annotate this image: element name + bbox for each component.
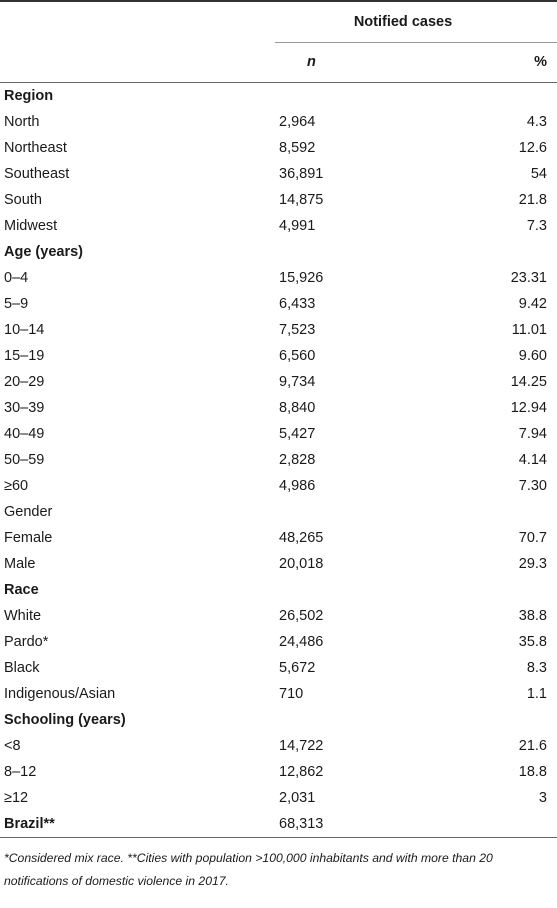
table-row (0, 785, 557, 811)
row-n: 710 (279, 686, 304, 702)
row-pct: 23.31 (510, 270, 547, 286)
table-row (0, 525, 557, 551)
row-pct: 4.3 (526, 114, 547, 130)
row-pct: 7.3 (526, 218, 547, 234)
row-pct: 7.30 (518, 478, 547, 494)
row-n: 20,018 (279, 556, 324, 572)
row-n: 12,862 (279, 764, 324, 780)
row-n: 6,560 (279, 348, 316, 364)
row-n (275, 239, 475, 265)
row-pct: 4.14 (518, 452, 547, 468)
row-label: Black (4, 660, 40, 676)
row-n: 2,828 (279, 452, 316, 468)
table-row (0, 655, 557, 681)
row-n: 26,502 (279, 608, 324, 624)
row-n: 7,523 (279, 322, 316, 338)
row-pct (475, 577, 557, 603)
row-label: 0–4 (4, 270, 29, 286)
table-row (0, 499, 557, 525)
row-label: 50–59 (4, 452, 45, 468)
table-row (0, 603, 557, 629)
table-row (0, 681, 557, 707)
row-pct: 12.6 (518, 140, 547, 156)
row-pct: 54 (530, 166, 547, 182)
header-row-group (0, 2, 557, 43)
table-row (0, 135, 557, 161)
row-label: 5–9 (4, 296, 29, 312)
row-label: Age (years) (4, 244, 83, 260)
row-label: ≥60 (4, 478, 29, 494)
section-row (0, 83, 557, 110)
row-label: 30–39 (4, 400, 45, 416)
row-label: White (4, 608, 42, 624)
table-row (0, 161, 557, 187)
table-row (0, 421, 557, 447)
row-n: 2,031 (279, 790, 316, 806)
row-pct (475, 811, 557, 838)
row-pct: 1.1 (526, 686, 547, 702)
row-pct (475, 239, 557, 265)
row-n: 6,433 (279, 296, 316, 312)
row-n: 8,840 (279, 400, 316, 416)
table-row (0, 447, 557, 473)
row-n: 4,991 (279, 218, 316, 234)
row-label: Pardo* (4, 634, 49, 650)
row-pct: 35.8 (518, 634, 547, 650)
row-n (275, 577, 475, 603)
row-label: North (4, 114, 40, 130)
row-n (275, 499, 475, 525)
row-n (275, 83, 475, 110)
section-row (0, 577, 557, 603)
row-n: 14,875 (279, 192, 324, 208)
row-label: ≥12 (4, 790, 29, 806)
table-row (0, 265, 557, 291)
row-pct: 38.8 (518, 608, 547, 624)
table-row (0, 109, 557, 135)
section-row (0, 811, 557, 838)
column-header-n: n (275, 43, 475, 83)
table-row (0, 759, 557, 785)
row-pct (475, 499, 557, 525)
row-pct: 7.94 (518, 426, 547, 442)
row-label: Northeast (4, 140, 67, 156)
row-pct: 11.01 (511, 322, 547, 338)
table-row (0, 473, 557, 499)
header-blank-2 (0, 43, 275, 83)
table-row (0, 291, 557, 317)
row-pct: 9.42 (518, 296, 547, 312)
table-footnote: *Considered mix race. **Cities with population >100,000 inhabitants and with more than 20 notifications of domestic violence in 2017. (4, 851, 493, 888)
row-pct: 12.94 (510, 400, 547, 416)
column-header-pct: % (475, 43, 557, 83)
row-n: 36,891 (279, 166, 324, 182)
row-label: Female (4, 530, 53, 546)
row-label: Gender (4, 504, 53, 520)
row-pct: 3 (538, 790, 547, 806)
row-pct: 8.3 (526, 660, 547, 676)
row-pct: 21.6 (518, 738, 547, 754)
row-label: 40–49 (4, 426, 45, 442)
row-pct: 9.60 (518, 348, 547, 364)
row-pct (475, 83, 557, 110)
row-n: 5,427 (279, 426, 316, 442)
row-n: 15,926 (279, 270, 324, 286)
table-row (0, 733, 557, 759)
row-pct: 18.8 (518, 764, 547, 780)
row-label: Region (4, 88, 54, 104)
row-pct: 14.25 (510, 374, 547, 390)
row-n: 5,672 (279, 660, 316, 676)
row-n: 24,486 (279, 634, 324, 650)
row-label: 15–19 (4, 348, 45, 364)
header-blank (0, 2, 275, 43)
table-row (0, 395, 557, 421)
row-label: Southeast (4, 166, 70, 182)
row-label: <8 (4, 738, 21, 754)
row-label: Indigenous/Asian (4, 686, 116, 702)
table-row (0, 629, 557, 655)
row-label: Race (4, 582, 39, 598)
row-n: 48,265 (279, 530, 324, 546)
row-label: South (4, 192, 42, 208)
row-pct: 21.8 (518, 192, 547, 208)
section-row (0, 707, 557, 733)
row-label: 10–14 (4, 322, 45, 338)
row-pct: 70.7 (518, 530, 547, 546)
table-row (0, 187, 557, 213)
row-label: Brazil** (0, 811, 275, 838)
row-n: 14,722 (279, 738, 324, 754)
row-n: 9,734 (279, 374, 316, 390)
table-row (0, 213, 557, 239)
row-pct (475, 707, 557, 733)
table-row (0, 369, 557, 395)
row-n: 4,986 (279, 478, 316, 494)
row-label: Male (4, 556, 36, 572)
row-pct: 29.3 (518, 556, 547, 572)
row-n (275, 707, 475, 733)
row-n: 2,964 (279, 114, 316, 130)
table-row (0, 551, 557, 577)
section-row (0, 239, 557, 265)
row-n: 8,592 (279, 140, 316, 156)
row-label: 20–29 (4, 374, 45, 390)
row-n: 68,313 (275, 811, 475, 838)
group-header: Notified cases (275, 2, 557, 43)
header-row-columns (0, 43, 557, 83)
row-label: Midwest (4, 218, 58, 234)
table-row (0, 343, 557, 369)
table-row (0, 317, 557, 343)
row-label: Schooling (years) (4, 712, 126, 728)
row-label: 8–12 (4, 764, 37, 780)
